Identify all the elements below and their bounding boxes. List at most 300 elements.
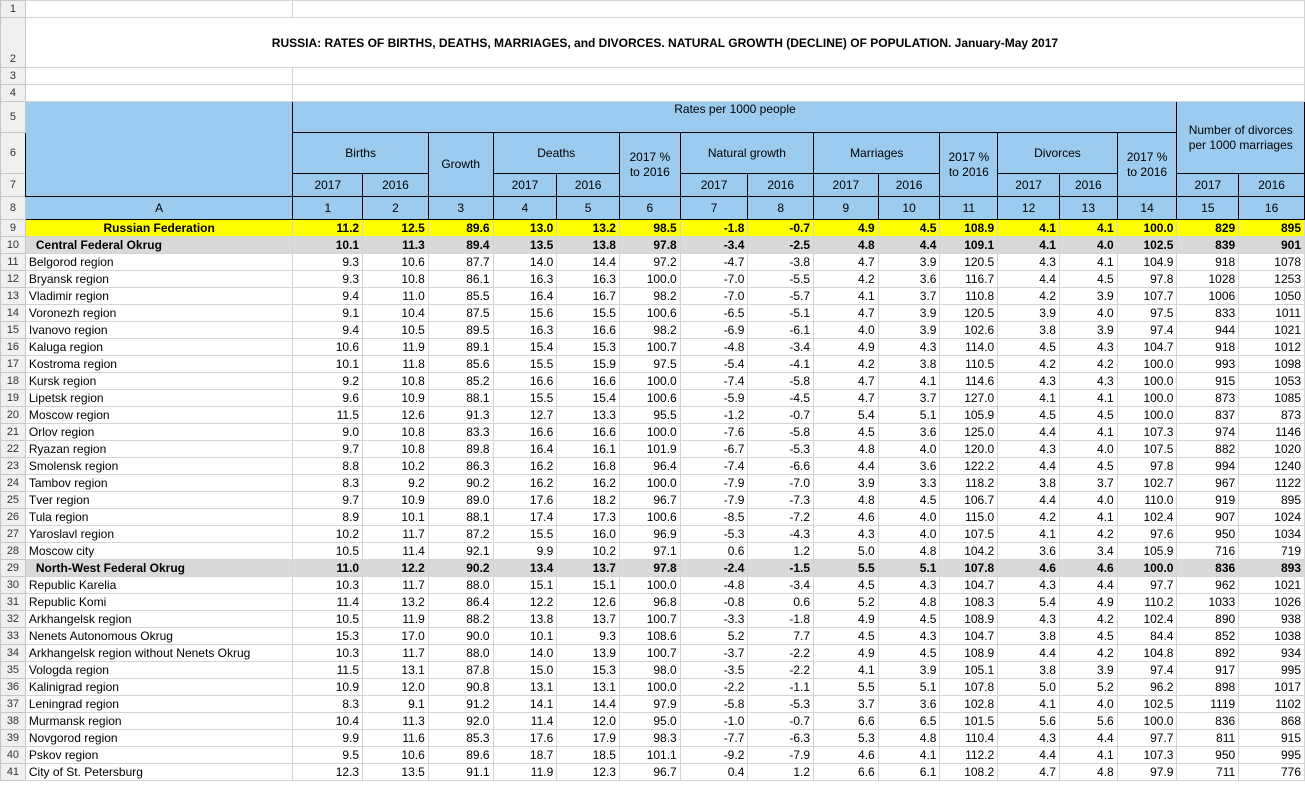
value-cell[interactable]: 10.2: [293, 526, 363, 543]
header-deaths[interactable]: Deaths: [493, 133, 619, 174]
region-name-cell[interactable]: Moscow region: [25, 407, 293, 424]
header-pct-marriages[interactable]: 2017 % to 2016: [940, 133, 998, 197]
header-year[interactable]: 2016: [363, 174, 429, 197]
value-cell[interactable]: 10.2: [557, 543, 620, 560]
header-column-number[interactable]: 5: [557, 197, 620, 220]
value-cell[interactable]: 90.2: [428, 475, 493, 492]
value-cell[interactable]: 5.4: [998, 594, 1060, 611]
value-cell[interactable]: -5.4: [680, 356, 748, 373]
value-cell[interactable]: 4.0: [814, 322, 879, 339]
value-cell[interactable]: 3.7: [878, 288, 940, 305]
value-cell[interactable]: 10.3: [293, 577, 363, 594]
value-cell[interactable]: 4.2: [998, 288, 1060, 305]
value-cell[interactable]: 12.6: [363, 407, 429, 424]
header-column-number[interactable]: 14: [1117, 197, 1177, 220]
header-column-number[interactable]: 13: [1059, 197, 1117, 220]
value-cell[interactable]: 97.9: [619, 696, 680, 713]
value-cell[interactable]: 15.9: [557, 356, 620, 373]
row-number[interactable]: 3: [1, 68, 26, 85]
value-cell[interactable]: 9.3: [293, 271, 363, 288]
value-cell[interactable]: 100.0: [1117, 356, 1177, 373]
value-cell[interactable]: 10.1: [363, 509, 429, 526]
value-cell[interactable]: 5.6: [998, 713, 1060, 730]
region-name-cell[interactable]: Leningrad region: [25, 696, 293, 713]
value-cell[interactable]: 1006: [1177, 288, 1239, 305]
cell[interactable]: [25, 1, 293, 18]
value-cell[interactable]: 16.3: [493, 271, 557, 288]
region-name-cell[interactable]: Vladimir region: [25, 288, 293, 305]
value-cell[interactable]: -6.5: [680, 305, 748, 322]
value-cell[interactable]: 967: [1177, 475, 1239, 492]
value-cell[interactable]: 1.2: [748, 764, 814, 781]
row-number[interactable]: 40: [1, 747, 26, 764]
value-cell[interactable]: 9.1: [363, 696, 429, 713]
value-cell[interactable]: 102.7: [1117, 475, 1177, 492]
value-cell[interactable]: 87.2: [428, 526, 493, 543]
value-cell[interactable]: 6.6: [814, 713, 879, 730]
row-number[interactable]: 31: [1, 594, 26, 611]
value-cell[interactable]: -7.0: [680, 288, 748, 305]
value-cell[interactable]: 96.9: [619, 526, 680, 543]
value-cell[interactable]: 104.7: [940, 577, 998, 594]
value-cell[interactable]: 91.3: [428, 407, 493, 424]
value-cell[interactable]: 96.4: [619, 458, 680, 475]
value-cell[interactable]: 13.8: [493, 611, 557, 628]
value-cell[interactable]: 950: [1177, 747, 1239, 764]
value-cell[interactable]: -1.0: [680, 713, 748, 730]
value-cell[interactable]: -3.4: [748, 577, 814, 594]
value-cell[interactable]: 4.5: [878, 645, 940, 662]
value-cell[interactable]: 4.7: [814, 305, 879, 322]
header-column-number[interactable]: 8: [748, 197, 814, 220]
value-cell[interactable]: 4.4: [998, 424, 1060, 441]
value-cell[interactable]: 100.7: [619, 645, 680, 662]
value-cell[interactable]: 4.4: [998, 492, 1060, 509]
value-cell[interactable]: 917: [1177, 662, 1239, 679]
value-cell[interactable]: 115.0: [940, 509, 998, 526]
value-cell[interactable]: 994: [1177, 458, 1239, 475]
value-cell[interactable]: 98.2: [619, 288, 680, 305]
value-cell[interactable]: 4.3: [878, 577, 940, 594]
value-cell[interactable]: 14.4: [557, 254, 620, 271]
value-cell[interactable]: 16.7: [557, 288, 620, 305]
value-cell[interactable]: 5.0: [814, 543, 879, 560]
value-cell[interactable]: 11.7: [363, 577, 429, 594]
value-cell[interactable]: 4.6: [814, 747, 879, 764]
value-cell[interactable]: -6.7: [680, 441, 748, 458]
value-cell[interactable]: 102.8: [940, 696, 998, 713]
value-cell[interactable]: 17.3: [557, 509, 620, 526]
value-cell[interactable]: 892: [1177, 645, 1239, 662]
value-cell[interactable]: 13.0: [493, 220, 557, 237]
value-cell[interactable]: 14.1: [493, 696, 557, 713]
value-cell[interactable]: 100.0: [619, 679, 680, 696]
value-cell[interactable]: 919: [1177, 492, 1239, 509]
value-cell[interactable]: 15.3: [557, 662, 620, 679]
value-cell[interactable]: 100.0: [1117, 373, 1177, 390]
value-cell[interactable]: 5.1: [878, 560, 940, 577]
value-cell[interactable]: 915: [1239, 730, 1305, 747]
value-cell[interactable]: 4.0: [1059, 305, 1117, 322]
value-cell[interactable]: 829: [1177, 220, 1239, 237]
value-cell[interactable]: 16.4: [493, 441, 557, 458]
value-cell[interactable]: 4.8: [1059, 764, 1117, 781]
header-column-number[interactable]: 11: [940, 197, 998, 220]
value-cell[interactable]: 4.3: [1059, 373, 1117, 390]
row-number[interactable]: 2: [1, 18, 26, 68]
value-cell[interactable]: 4.2: [998, 356, 1060, 373]
value-cell[interactable]: 4.8: [814, 237, 879, 254]
value-cell[interactable]: -0.7: [748, 407, 814, 424]
value-cell[interactable]: -1.2: [680, 407, 748, 424]
value-cell[interactable]: -4.8: [680, 577, 748, 594]
value-cell[interactable]: 4.1: [814, 288, 879, 305]
value-cell[interactable]: 107.5: [940, 526, 998, 543]
value-cell[interactable]: 87.7: [428, 254, 493, 271]
value-cell[interactable]: 10.9: [363, 492, 429, 509]
region-name-cell[interactable]: Moscow city: [25, 543, 293, 560]
row-number[interactable]: 10: [1, 237, 26, 254]
value-cell[interactable]: 3.8: [998, 628, 1060, 645]
value-cell[interactable]: 15.6: [493, 305, 557, 322]
value-cell[interactable]: 13.1: [363, 662, 429, 679]
region-name-cell[interactable]: Vologda region: [25, 662, 293, 679]
value-cell[interactable]: 1.2: [748, 543, 814, 560]
value-cell[interactable]: 10.6: [363, 747, 429, 764]
value-cell[interactable]: 13.4: [493, 560, 557, 577]
value-cell[interactable]: 18.2: [557, 492, 620, 509]
value-cell[interactable]: 974: [1177, 424, 1239, 441]
value-cell[interactable]: -3.4: [748, 339, 814, 356]
value-cell[interactable]: 107.8: [940, 679, 998, 696]
value-cell[interactable]: -2.2: [748, 645, 814, 662]
value-cell[interactable]: 868: [1239, 713, 1305, 730]
value-cell[interactable]: 9.9: [293, 730, 363, 747]
region-name-cell[interactable]: Ryazan region: [25, 441, 293, 458]
value-cell[interactable]: 106.7: [940, 492, 998, 509]
value-cell[interactable]: 12.0: [557, 713, 620, 730]
value-cell[interactable]: 1033: [1177, 594, 1239, 611]
value-cell[interactable]: -0.8: [680, 594, 748, 611]
value-cell[interactable]: 4.0: [878, 526, 940, 543]
value-cell[interactable]: 4.9: [1059, 594, 1117, 611]
value-cell[interactable]: 4.2: [1059, 611, 1117, 628]
value-cell[interactable]: 1026: [1239, 594, 1305, 611]
region-name-cell[interactable]: Kalinigrad region: [25, 679, 293, 696]
value-cell[interactable]: 16.1: [557, 441, 620, 458]
region-name-cell[interactable]: Murmansk region: [25, 713, 293, 730]
row-number[interactable]: 5: [1, 102, 26, 133]
value-cell[interactable]: 4.0: [1059, 696, 1117, 713]
value-cell[interactable]: 83.3: [428, 424, 493, 441]
value-cell[interactable]: 6.5: [878, 713, 940, 730]
value-cell[interactable]: -5.1: [748, 305, 814, 322]
value-cell[interactable]: -2.4: [680, 560, 748, 577]
value-cell[interactable]: 9.2: [363, 475, 429, 492]
value-cell[interactable]: 13.9: [557, 645, 620, 662]
value-cell[interactable]: 102.5: [1117, 237, 1177, 254]
value-cell[interactable]: 4.0: [1059, 237, 1117, 254]
value-cell[interactable]: 0.6: [680, 543, 748, 560]
value-cell[interactable]: 100.6: [619, 509, 680, 526]
value-cell[interactable]: 1034: [1239, 526, 1305, 543]
value-cell[interactable]: 4.8: [878, 543, 940, 560]
row-number[interactable]: 18: [1, 373, 26, 390]
value-cell[interactable]: -7.6: [680, 424, 748, 441]
value-cell[interactable]: -0.7: [748, 713, 814, 730]
value-cell[interactable]: 5.1: [878, 407, 940, 424]
value-cell[interactable]: 995: [1239, 747, 1305, 764]
value-cell[interactable]: 4.3: [998, 373, 1060, 390]
value-cell[interactable]: 890: [1177, 611, 1239, 628]
value-cell[interactable]: 15.4: [493, 339, 557, 356]
value-cell[interactable]: 9.1: [293, 305, 363, 322]
value-cell[interactable]: 13.5: [363, 764, 429, 781]
value-cell[interactable]: -7.0: [748, 475, 814, 492]
row-number[interactable]: 25: [1, 492, 26, 509]
value-cell[interactable]: 3.6: [998, 543, 1060, 560]
value-cell[interactable]: 3.7: [1059, 475, 1117, 492]
value-cell[interactable]: 97.7: [1117, 730, 1177, 747]
value-cell[interactable]: 4.4: [998, 747, 1060, 764]
value-cell[interactable]: -4.5: [748, 390, 814, 407]
region-name-cell[interactable]: City of St. Petersburg: [25, 764, 293, 781]
value-cell[interactable]: 4.1: [998, 237, 1060, 254]
value-cell[interactable]: 4.1: [878, 373, 940, 390]
value-cell[interactable]: 86.3: [428, 458, 493, 475]
value-cell[interactable]: 836: [1177, 713, 1239, 730]
value-cell[interactable]: 1020: [1239, 441, 1305, 458]
row-number[interactable]: 23: [1, 458, 26, 475]
value-cell[interactable]: 102.4: [1117, 611, 1177, 628]
value-cell[interactable]: -0.7: [748, 220, 814, 237]
row-number[interactable]: 35: [1, 662, 26, 679]
value-cell[interactable]: 13.1: [557, 679, 620, 696]
value-cell[interactable]: 10.1: [293, 356, 363, 373]
row-number[interactable]: 29: [1, 560, 26, 577]
value-cell[interactable]: 13.7: [557, 560, 620, 577]
value-cell[interactable]: 105.9: [1117, 543, 1177, 560]
value-cell[interactable]: 91.2: [428, 696, 493, 713]
value-cell[interactable]: 12.5: [363, 220, 429, 237]
value-cell[interactable]: 1017: [1239, 679, 1305, 696]
value-cell[interactable]: 9.5: [293, 747, 363, 764]
value-cell[interactable]: 98.3: [619, 730, 680, 747]
value-cell[interactable]: 833: [1177, 305, 1239, 322]
row-number[interactable]: 27: [1, 526, 26, 543]
value-cell[interactable]: 9.3: [293, 254, 363, 271]
value-cell[interactable]: 85.3: [428, 730, 493, 747]
value-cell[interactable]: 97.8: [1117, 271, 1177, 288]
value-cell[interactable]: 9.4: [293, 322, 363, 339]
value-cell[interactable]: 4.1: [1059, 390, 1117, 407]
value-cell[interactable]: 4.1: [998, 696, 1060, 713]
value-cell[interactable]: 110.5: [940, 356, 998, 373]
value-cell[interactable]: 4.5: [1059, 271, 1117, 288]
value-cell[interactable]: 1012: [1239, 339, 1305, 356]
row-number[interactable]: 32: [1, 611, 26, 628]
value-cell[interactable]: -6.1: [748, 322, 814, 339]
value-cell[interactable]: 3.6: [878, 458, 940, 475]
region-name-cell[interactable]: Belgorod region: [25, 254, 293, 271]
header-column-number[interactable]: 15: [1177, 197, 1239, 220]
value-cell[interactable]: 108.9: [940, 611, 998, 628]
value-cell[interactable]: -3.8: [748, 254, 814, 271]
value-cell[interactable]: 944: [1177, 322, 1239, 339]
value-cell[interactable]: 5.2: [680, 628, 748, 645]
value-cell[interactable]: 4.1: [998, 390, 1060, 407]
region-name-cell[interactable]: Orlov region: [25, 424, 293, 441]
value-cell[interactable]: 100.7: [619, 339, 680, 356]
header-column-number[interactable]: 12: [998, 197, 1060, 220]
value-cell[interactable]: 10.1: [293, 237, 363, 254]
value-cell[interactable]: 15.4: [557, 390, 620, 407]
value-cell[interactable]: 4.1: [1059, 254, 1117, 271]
value-cell[interactable]: 11.2: [293, 220, 363, 237]
region-name-cell[interactable]: Tambov region: [25, 475, 293, 492]
header-column-number[interactable]: 4: [493, 197, 557, 220]
value-cell[interactable]: -3.7: [680, 645, 748, 662]
value-cell[interactable]: 6.1: [878, 764, 940, 781]
value-cell[interactable]: 934: [1239, 645, 1305, 662]
row-number[interactable]: 21: [1, 424, 26, 441]
value-cell[interactable]: -9.2: [680, 747, 748, 764]
value-cell[interactable]: 8.9: [293, 509, 363, 526]
value-cell[interactable]: 5.2: [1059, 679, 1117, 696]
value-cell[interactable]: 15.3: [293, 628, 363, 645]
value-cell[interactable]: 108.3: [940, 594, 998, 611]
region-name-cell[interactable]: Tula region: [25, 509, 293, 526]
value-cell[interactable]: 89.4: [428, 237, 493, 254]
value-cell[interactable]: 16.2: [493, 475, 557, 492]
value-cell[interactable]: -4.3: [748, 526, 814, 543]
value-cell[interactable]: -2.5: [748, 237, 814, 254]
region-name-cell[interactable]: Smolensk region: [25, 458, 293, 475]
value-cell[interactable]: 4.5: [998, 339, 1060, 356]
header-year[interactable]: 2016: [557, 174, 620, 197]
value-cell[interactable]: 4.3: [998, 611, 1060, 628]
value-cell[interactable]: -1.1: [748, 679, 814, 696]
value-cell[interactable]: 10.5: [363, 322, 429, 339]
region-name-cell[interactable]: Pskov region: [25, 747, 293, 764]
value-cell[interactable]: -3.5: [680, 662, 748, 679]
value-cell[interactable]: 11.4: [363, 543, 429, 560]
value-cell[interactable]: 6.6: [814, 764, 879, 781]
value-cell[interactable]: 90.0: [428, 628, 493, 645]
header-natural-growth[interactable]: Natural growth: [680, 133, 813, 174]
header-marriages[interactable]: Marriages: [814, 133, 940, 174]
value-cell[interactable]: 4.2: [1059, 526, 1117, 543]
header-year[interactable]: 2017: [1177, 174, 1239, 197]
value-cell[interactable]: 14.4: [557, 696, 620, 713]
header-pct-divorces[interactable]: 2017 % to 2016: [1117, 133, 1177, 197]
value-cell[interactable]: 100.6: [619, 305, 680, 322]
value-cell[interactable]: 3.9: [814, 475, 879, 492]
value-cell[interactable]: 15.3: [557, 339, 620, 356]
value-cell[interactable]: 3.9: [878, 305, 940, 322]
value-cell[interactable]: -5.5: [748, 271, 814, 288]
value-cell[interactable]: 16.6: [493, 373, 557, 390]
value-cell[interactable]: 1122: [1239, 475, 1305, 492]
value-cell[interactable]: 10.1: [493, 628, 557, 645]
row-number[interactable]: 7: [1, 174, 26, 197]
value-cell[interactable]: 89.6: [428, 747, 493, 764]
value-cell[interactable]: 3.9: [878, 254, 940, 271]
value-cell[interactable]: 105.9: [940, 407, 998, 424]
value-cell[interactable]: -7.7: [680, 730, 748, 747]
value-cell[interactable]: 85.2: [428, 373, 493, 390]
value-cell[interactable]: 4.6: [814, 509, 879, 526]
value-cell[interactable]: 95.0: [619, 713, 680, 730]
value-cell[interactable]: 97.1: [619, 543, 680, 560]
value-cell[interactable]: -7.0: [680, 271, 748, 288]
value-cell[interactable]: 17.9: [557, 730, 620, 747]
value-cell[interactable]: 110.0: [1117, 492, 1177, 509]
header-year[interactable]: 2016: [878, 174, 940, 197]
value-cell[interactable]: 100.7: [619, 611, 680, 628]
value-cell[interactable]: 12.3: [293, 764, 363, 781]
value-cell[interactable]: 3.7: [878, 390, 940, 407]
value-cell[interactable]: 3.9: [998, 305, 1060, 322]
value-cell[interactable]: 4.1: [1059, 509, 1117, 526]
value-cell[interactable]: 96.2: [1117, 679, 1177, 696]
value-cell[interactable]: 10.6: [363, 254, 429, 271]
value-cell[interactable]: 895: [1239, 492, 1305, 509]
value-cell[interactable]: 108.2: [940, 764, 998, 781]
value-cell[interactable]: 89.0: [428, 492, 493, 509]
value-cell[interactable]: 91.1: [428, 764, 493, 781]
value-cell[interactable]: 102.6: [940, 322, 998, 339]
value-cell[interactable]: 4.2: [998, 509, 1060, 526]
value-cell[interactable]: -5.3: [680, 526, 748, 543]
value-cell[interactable]: 10.6: [293, 339, 363, 356]
value-cell[interactable]: 100.0: [1117, 220, 1177, 237]
value-cell[interactable]: 110.2: [1117, 594, 1177, 611]
row-number[interactable]: 24: [1, 475, 26, 492]
value-cell[interactable]: 10.9: [363, 390, 429, 407]
value-cell[interactable]: 16.6: [493, 424, 557, 441]
region-name-cell[interactable]: Ivanovo region: [25, 322, 293, 339]
header-column-number[interactable]: 6: [619, 197, 680, 220]
region-name-cell[interactable]: Nenets Autonomous Okrug: [25, 628, 293, 645]
value-cell[interactable]: 10.4: [363, 305, 429, 322]
value-cell[interactable]: 3.9: [878, 322, 940, 339]
value-cell[interactable]: 97.8: [1117, 458, 1177, 475]
header-rates[interactable]: Rates per 1000 people: [293, 102, 1177, 133]
value-cell[interactable]: 1028: [1177, 271, 1239, 288]
value-cell[interactable]: 88.0: [428, 645, 493, 662]
header-year[interactable]: 2017: [814, 174, 879, 197]
value-cell[interactable]: 4.7: [814, 390, 879, 407]
region-name-cell[interactable]: Arkhangelsk region without Nenets Okrug: [25, 645, 293, 662]
value-cell[interactable]: 3.6: [878, 271, 940, 288]
value-cell[interactable]: 13.7: [557, 611, 620, 628]
value-cell[interactable]: 4.8: [814, 492, 879, 509]
value-cell[interactable]: 125.0: [940, 424, 998, 441]
value-cell[interactable]: 15.1: [493, 577, 557, 594]
value-cell[interactable]: 4.3: [998, 730, 1060, 747]
value-cell[interactable]: 86.4: [428, 594, 493, 611]
value-cell[interactable]: -7.2: [748, 509, 814, 526]
value-cell[interactable]: 5.0: [998, 679, 1060, 696]
value-cell[interactable]: 4.5: [878, 220, 940, 237]
value-cell[interactable]: 96.8: [619, 594, 680, 611]
value-cell[interactable]: 719: [1239, 543, 1305, 560]
value-cell[interactable]: 97.9: [1117, 764, 1177, 781]
value-cell[interactable]: -7.4: [680, 373, 748, 390]
value-cell[interactable]: 11.0: [293, 560, 363, 577]
value-cell[interactable]: -2.2: [748, 662, 814, 679]
